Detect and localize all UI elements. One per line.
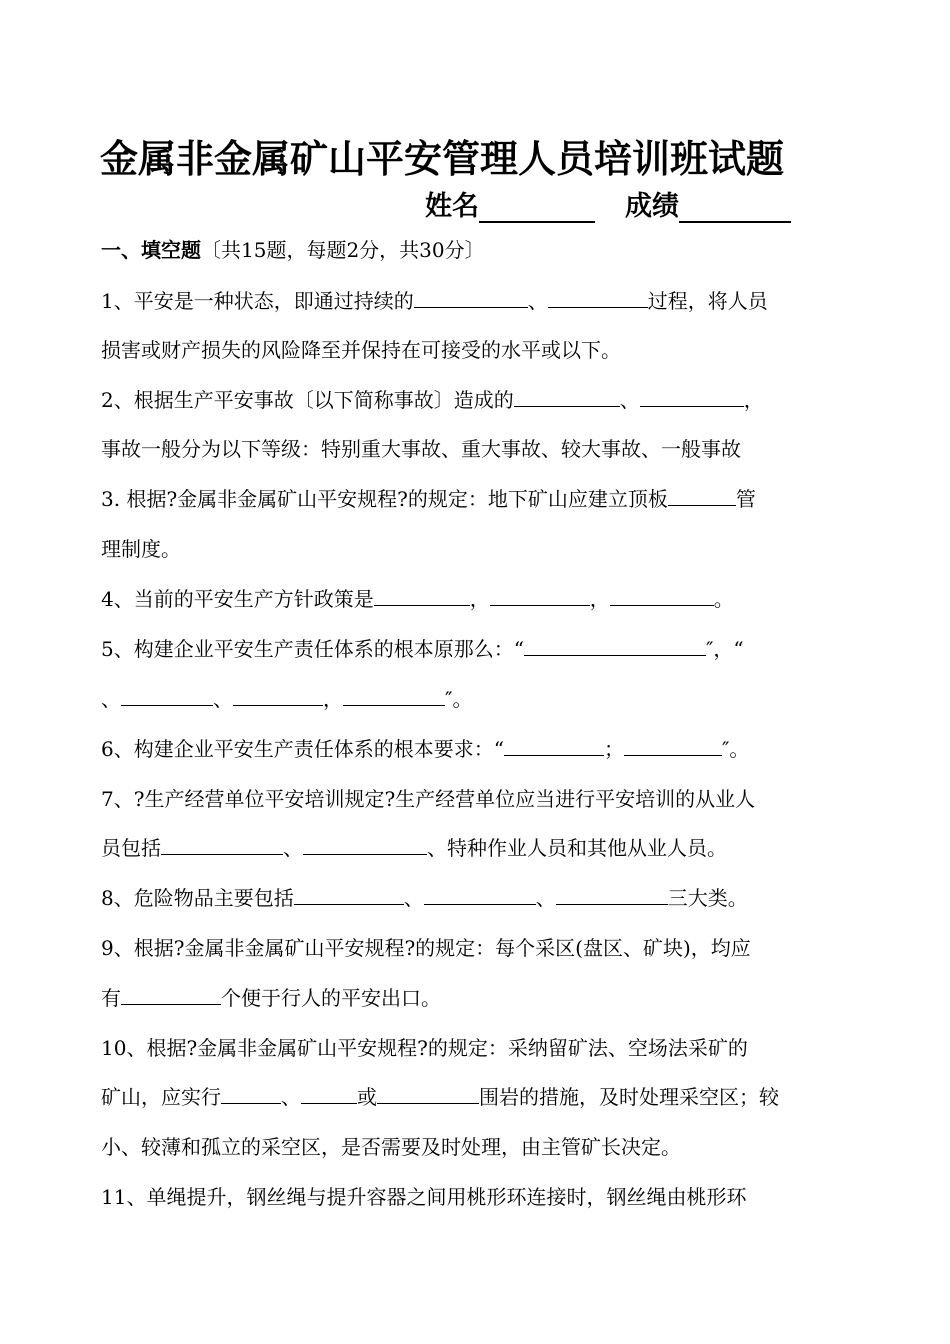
- q8-text-b: 、: [403, 886, 424, 910]
- q4-text-a: 4、当前的平安生产方针政策是: [101, 587, 374, 611]
- q4-blank-2[interactable]: [490, 585, 590, 606]
- question-3-line-1: [101, 485, 756, 513]
- q1-text-a: 1、平安是一种状态，即通过持续的: [101, 289, 414, 313]
- q5-blank-4[interactable]: [343, 685, 445, 706]
- name-score-row: [425, 184, 845, 223]
- question-4-line-1: [101, 585, 734, 613]
- question-2-line-1: [101, 386, 764, 414]
- section-note: 〔共15题，每题2分，共30分〕: [201, 238, 485, 262]
- q5-blank-2[interactable]: [121, 685, 213, 706]
- q8-blank-2[interactable]: [424, 884, 536, 905]
- question-9-line-2: [101, 984, 441, 1012]
- q2-blank-1[interactable]: [514, 386, 620, 407]
- question-10-line-2: [101, 1083, 779, 1111]
- q7-text-a: 7、?生产经营单位平安培训规定?生产经营单位应当进行平安培训的从业人: [101, 787, 756, 811]
- q9-text-b: 有: [101, 986, 121, 1010]
- q9-text-a: 9、根据?金属非金属矿山平安规程?的规定：每个采区(盘区、矿块)，均应: [101, 936, 751, 960]
- q8-text-c: 、: [535, 886, 556, 910]
- name-label: 姓名: [425, 191, 479, 222]
- q7-blank-1[interactable]: [161, 834, 283, 855]
- q5-text-c: 、: [101, 687, 121, 711]
- q5-text-e: ，: [323, 687, 343, 711]
- q4-text-d: 。: [713, 587, 734, 611]
- q5-text-a: 5、构建企业平安生产责任体系的根本原那么：“: [101, 637, 524, 661]
- q3-blank-1[interactable]: [668, 485, 736, 506]
- question-11-line-1: [101, 1183, 746, 1211]
- q8-text-a: 8、危险物品主要包括: [101, 886, 294, 910]
- question-2-line-2: [101, 435, 741, 463]
- question-10-line-1: [101, 1034, 748, 1062]
- q10-text-b: 矿山，应实行: [101, 1085, 221, 1109]
- q5-text-b: ″，“: [705, 637, 744, 661]
- question-9-line-1: [101, 934, 751, 962]
- q11-text-a: 11、单绳提升，钢丝绳与提升容器之间用桃形环连接时，钢丝绳由桃形环: [101, 1185, 747, 1209]
- q7-text-c: 、: [283, 836, 303, 860]
- q10-blank-2[interactable]: [301, 1083, 357, 1104]
- q5-blank-1[interactable]: [524, 635, 706, 656]
- q3-text-c: 理制度。: [101, 537, 181, 561]
- q2-text-d: 事故一般分为以下等级：特别重大事故、重大事故、较大事故、一般事故: [101, 437, 741, 461]
- q9-text-c: 个便于行人的平安出口。: [221, 986, 441, 1010]
- q4-blank-1[interactable]: [374, 585, 470, 606]
- q2-text-a: 2、根据生产平安事故〔以下简称事故〕造成的: [101, 388, 514, 412]
- q5-blank-3[interactable]: [233, 685, 323, 706]
- q1-text-c: 过程，将人员: [647, 289, 768, 313]
- q2-text-c: ，: [743, 388, 764, 412]
- q10-text-a: 10、根据?金属非金属矿山平安规程?的规定：采纳留矿法、空场法采矿的: [101, 1036, 748, 1060]
- q8-text-d: 三大类。: [667, 886, 748, 910]
- question-5-line-1: [101, 635, 744, 663]
- question-6-line-1: [101, 735, 749, 763]
- q6-text-b: ；: [603, 737, 624, 761]
- section1-heading-row: [101, 236, 485, 264]
- q1-blank-1[interactable]: [414, 287, 528, 308]
- q10-text-d: 或: [357, 1085, 377, 1109]
- q7-text-d: 、特种作业人员和其他从业人员。: [427, 836, 727, 860]
- question-1-line-2: [101, 336, 621, 364]
- q4-text-b: ，: [469, 587, 490, 611]
- score-blank[interactable]: [679, 193, 791, 223]
- exam-title: 金属非金属矿山平安管理人员培训班试题: [100, 137, 785, 181]
- q5-text-f: ″。: [445, 687, 473, 711]
- q7-blank-2[interactable]: [303, 834, 427, 855]
- question-3-line-2: [101, 535, 181, 563]
- q4-text-c: ，: [589, 587, 610, 611]
- question-8-line-1: [101, 884, 748, 912]
- name-blank[interactable]: [479, 193, 595, 223]
- question-5-line-2: [101, 685, 472, 713]
- q3-text-a: 3. 根据?金属非金属矿山平安规程?的规定：地下矿山应建立顶板: [101, 487, 668, 511]
- q2-text-b: 、: [619, 388, 640, 412]
- q5-text-d: 、: [213, 687, 233, 711]
- question-10-line-3: [101, 1133, 681, 1161]
- q4-blank-3[interactable]: [610, 585, 714, 606]
- q3-text-b: 管: [735, 487, 756, 511]
- q6-text-c: ″。: [721, 737, 750, 761]
- q10-text-f: 小、较薄和孤立的采空区，是否需要及时处理，由主管矿长决定。: [101, 1135, 681, 1159]
- q1-text-d: 损害或财产损失的风险降至并保持在可接受的水平或以下。: [101, 338, 621, 362]
- q10-text-e: 围岩的措施，及时处理采空区；较: [479, 1085, 779, 1109]
- q1-blank-2[interactable]: [548, 287, 648, 308]
- q2-blank-2[interactable]: [640, 386, 744, 407]
- q6-blank-2[interactable]: [624, 735, 722, 756]
- q7-text-b: 员包括: [101, 836, 161, 860]
- section-heading: 一、填空题: [101, 238, 201, 262]
- q10-text-c: 、: [281, 1085, 301, 1109]
- q8-blank-1[interactable]: [294, 884, 404, 905]
- question-7-line-2: [101, 834, 727, 862]
- score-label: 成绩: [625, 191, 679, 222]
- q6-text-a: 6、构建企业平安生产责任体系的根本要求：“: [101, 737, 504, 761]
- q10-blank-3[interactable]: [377, 1083, 479, 1104]
- question-1-line-1: [101, 287, 768, 315]
- question-7-line-1: [101, 785, 755, 813]
- q1-text-b: 、: [527, 289, 548, 313]
- q6-blank-1[interactable]: [504, 735, 604, 756]
- q9-blank-1[interactable]: [121, 984, 221, 1005]
- q10-blank-1[interactable]: [221, 1083, 281, 1104]
- q8-blank-3[interactable]: [556, 884, 668, 905]
